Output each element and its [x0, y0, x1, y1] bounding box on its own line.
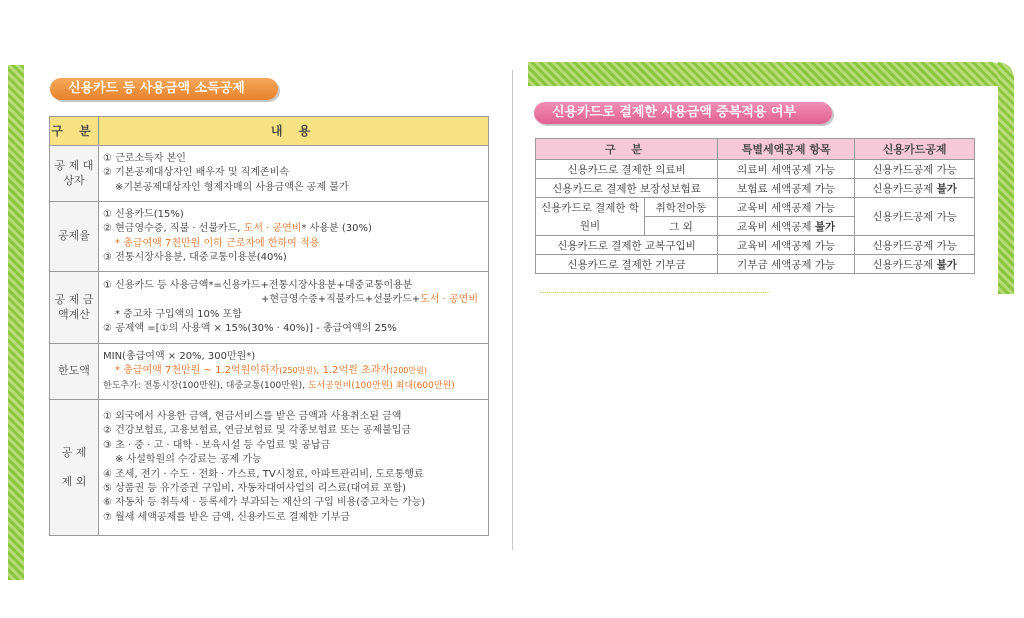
- table-row-target: [50, 146, 489, 202]
- item-tuition: 신용카드로 결제한 학원비: [536, 198, 645, 236]
- right-page-top-stripe: [528, 62, 1014, 86]
- limit-line-2-c: , 1.2억원 초과자: [316, 365, 390, 377]
- right-row-uniform: [536, 236, 975, 255]
- item-donation: 신용카드로 결제한 기부금: [536, 255, 718, 274]
- limit-line-3: [103, 379, 484, 393]
- right-row-tuition-1: [536, 198, 975, 217]
- exclusion-line-8: ⑦ 월세 세액공제를 받은 금액, 신용카드로 결제한 기부금: [103, 511, 350, 523]
- right-row-insurance: [536, 179, 975, 198]
- special-uniform: 교육비 세액공제 가능: [718, 236, 855, 255]
- special-donation: 기부금 세액공제 가능: [718, 255, 855, 274]
- category-calc: 공 제 금액계산: [50, 272, 99, 344]
- card-donation: [855, 255, 975, 274]
- calc-line-2-a: +현금영수증+직불카드+선불카드+: [261, 294, 421, 306]
- limit-line-2-a: * 총급여액 7천만원 ~ 1.2억원이하자: [115, 365, 280, 377]
- rate-line-3: * 총급여액 7천만원 이하 근로자에 한하여 적용: [115, 237, 320, 249]
- calc-line-4: ② 공제액 =[①의 사용액 × 15%(30% · 40%)] - 총급여액의 25%: [103, 322, 397, 334]
- category-target: 공 제 대상자: [50, 146, 99, 202]
- table-row-calc: [50, 272, 489, 344]
- card-medical-a: 신용카드공제 가능: [872, 163, 957, 176]
- decorative-dotted-line: [540, 292, 770, 293]
- calc-line-3: * 중고차 구입액의 10% 포함: [115, 308, 242, 320]
- limit-line-3-a: 한도추가: 전통시장(100만원), 대중교통(100만원),: [103, 380, 308, 391]
- rate-line-2-a: ② 현금영수증, 직불 · 선불카드,: [103, 223, 244, 235]
- sub-other: 그 외: [645, 217, 718, 236]
- rate-line-2: [103, 222, 484, 236]
- card-tuition: 신용카드공제 가능: [855, 198, 975, 236]
- sub-preschool: 취학전아동: [645, 198, 718, 217]
- card-medical: [855, 160, 975, 179]
- rate-line-4: ③ 전통시장사용분, 대중교통이용분(40%): [103, 251, 287, 263]
- card-uniform: [855, 236, 975, 255]
- credit-card-deduction-table: [49, 116, 489, 536]
- special-other-a: 교육비 세액공제: [737, 220, 815, 233]
- special-insurance: 보험료 세액공제 가능: [718, 179, 855, 198]
- calc-line-2-b: 도서 · 공연비: [420, 294, 478, 306]
- item-uniform: 신용카드로 결제한 교복구입비: [536, 236, 718, 255]
- exclusion-line-6: ⑤ 상품권 등 유가증권 구입비, 자동차대여사업의 리스료(대여료 포함): [103, 482, 407, 494]
- category-exclusion: [50, 400, 99, 536]
- right-header-category: 구 분: [536, 139, 718, 160]
- card-donation-a: 신용카드공제: [872, 258, 937, 271]
- special-preschool: 교육비 세액공제 가능: [718, 198, 855, 217]
- left-page-green-stripe: [8, 65, 24, 580]
- calc-line-1: ① 신용카드 등 사용금액*=신용카드+전통시장사용분+대중교통이용분: [103, 279, 413, 291]
- header-category: 구 분: [50, 117, 99, 146]
- content-calc: [99, 272, 489, 344]
- card-insurance: [855, 179, 975, 198]
- special-other-b: 불가: [814, 220, 836, 233]
- header-content: 내 용: [99, 117, 489, 146]
- right-section-title: 신용카드로 결제한 사용금액 중복적용 여부: [534, 102, 832, 124]
- rate-line-2-c: * 사용분 (30%): [301, 223, 372, 235]
- content-limit: [99, 344, 489, 400]
- exclusion-line-2: ② 건강보험료, 고용보험료, 연금보험료 및 각종보험료 또는 공제불입금: [103, 425, 412, 437]
- right-header-card: 신용카드공제: [855, 139, 975, 160]
- calc-line-2: [103, 293, 484, 307]
- limit-line-2-b: (250만원): [279, 366, 317, 376]
- right-page-side-stripe: [998, 62, 1014, 294]
- left-section-title: 신용카드 등 사용금액 소득공제: [50, 78, 278, 100]
- duplicate-application-table: [535, 138, 975, 274]
- exclusion-line-1: ① 외국에서 사용한 금액, 현금서비스를 받은 금액과 사용취소된 금액: [103, 410, 402, 422]
- item-medical: 신용카드로 결제한 의료비: [536, 160, 718, 179]
- card-uniform-a: 신용카드공제 가능: [872, 239, 957, 252]
- page-divider: [512, 70, 513, 550]
- content-target: [99, 146, 489, 202]
- rate-line-1: ① 신용카드(15%): [103, 208, 184, 220]
- limit-line-1: MIN(총급여액 × 20%, 300만원*): [103, 350, 256, 362]
- item-insurance: 신용카드로 결제한 보장성보험료: [536, 179, 718, 198]
- exclusion-line-7: ⑥ 자동차 등 취득세 · 등록세가 부과되는 재산의 구입 비용(중고차는 가능): [103, 497, 426, 509]
- card-insurance-a: 신용카드공제: [872, 182, 937, 195]
- right-row-medical: [536, 160, 975, 179]
- rate-line-2-b: 도서 · 공연비: [243, 223, 302, 235]
- exclusion-category-2: 제 외: [61, 474, 87, 488]
- right-row-donation: [536, 255, 975, 274]
- content-exclusion: [99, 400, 489, 536]
- exclusion-category-gap: [52, 461, 96, 475]
- table-row-rate: [50, 202, 489, 272]
- right-header-row: [536, 139, 975, 160]
- table-row-limit: [50, 344, 489, 400]
- exclusion-line-4: ※ 사설학원의 수강료는 공제 가능: [115, 454, 262, 466]
- category-rate: 공제율: [50, 202, 99, 272]
- right-header-special: 특별세액공제 항목: [718, 139, 855, 160]
- target-line-2: ② 기본공제대상자인 배우자 및 직계존비속: [103, 167, 289, 179]
- limit-line-2-d: (200만원): [390, 366, 427, 376]
- table-row-exclusion: [50, 400, 489, 536]
- limit-line-3-b: 도서공연비(100만원) 최대(600만원): [307, 380, 455, 391]
- exclusion-line-3: ③ 초 · 중 · 고 · 대학 · 보육시설 등 수업료 및 공납금: [103, 439, 331, 451]
- table-header-row: [50, 117, 489, 146]
- limit-line-2: [103, 364, 484, 378]
- special-medical: 의료비 세액공제 가능: [718, 160, 855, 179]
- card-donation-b: 불가: [936, 258, 957, 271]
- card-insurance-b: 불가: [936, 182, 957, 195]
- target-line-3: ※기본공제대상자인 형제자매의 사용금액은 공제 불가: [115, 181, 349, 193]
- target-line-1: ① 근로소득자 본인: [103, 152, 186, 164]
- special-other: [718, 217, 855, 236]
- category-limit: 한도액: [50, 344, 99, 400]
- content-rate: [99, 202, 489, 272]
- exclusion-line-5: ④ 조세, 전기 · 수도 · 전화 · 가스료, TV시청료, 아파트관리비, 도로통행료: [103, 468, 424, 480]
- exclusion-category-1: 공 제: [61, 446, 87, 460]
